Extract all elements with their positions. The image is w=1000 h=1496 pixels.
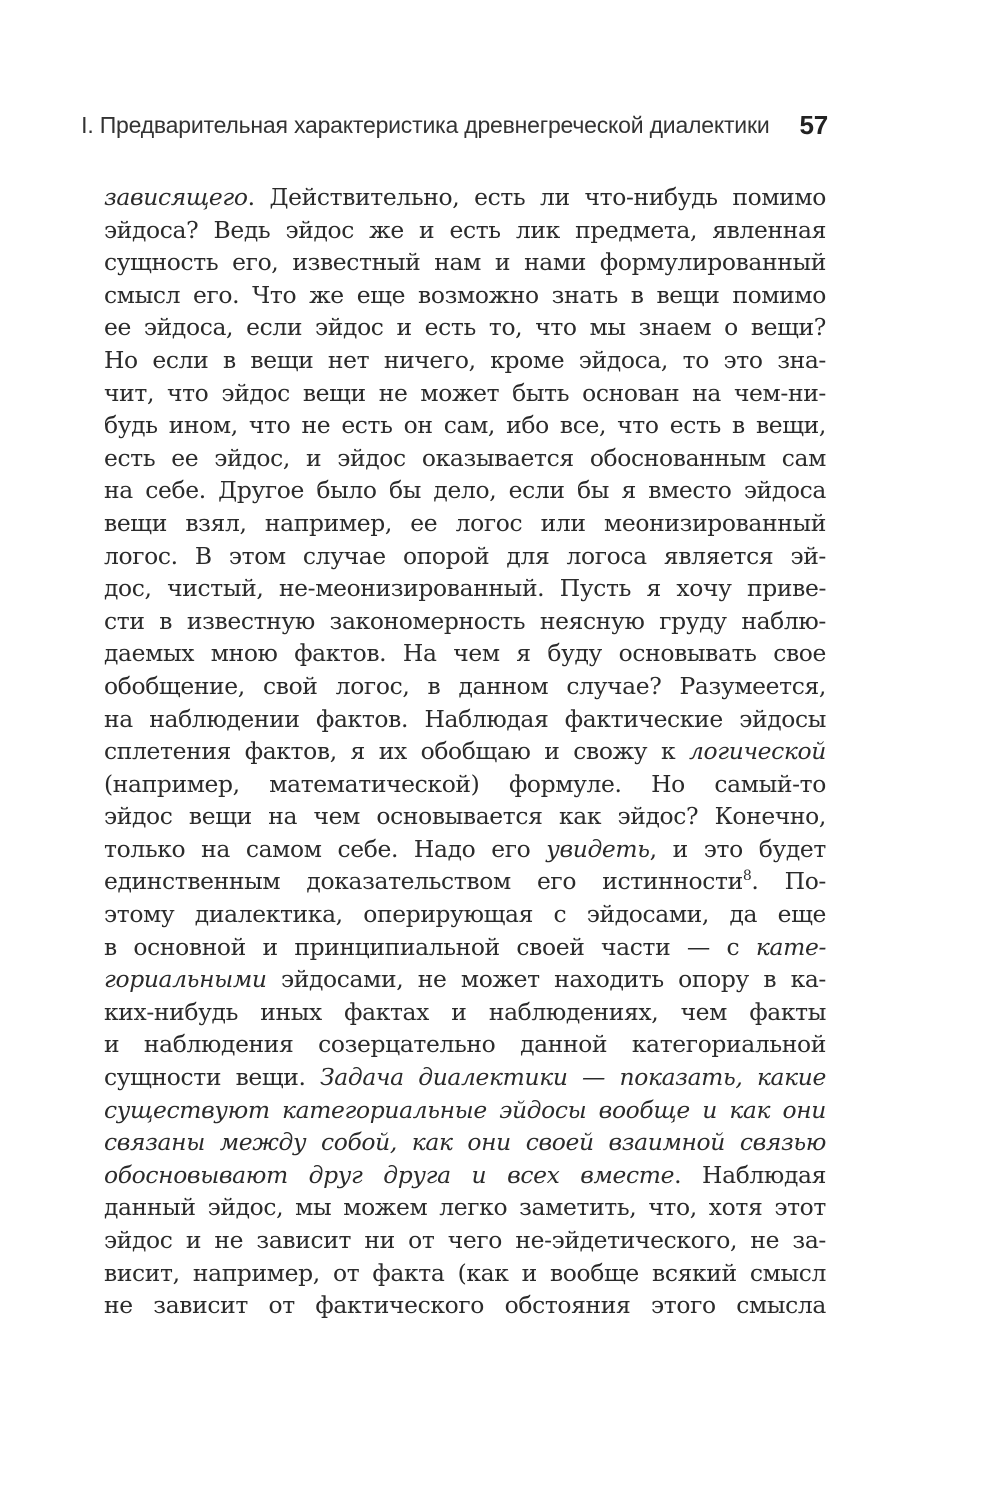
text-line [104,703,826,736]
text-line [104,1289,826,1322]
text-span: и наблюдения созерцательно данной категориальной [104,1030,826,1059]
text-line [104,409,826,442]
text-line [104,1224,826,1257]
text-span: данный эйдос, мы можем легко заметить, что, хотя этот [104,1193,826,1222]
text-span: есть ее эйдос, и эйдос оказывается обоснованным сам [104,443,826,472]
text-line [104,442,826,475]
text-span: , и это будет [649,834,826,863]
text-line [104,377,826,410]
italic-span: обосновывают друг друга и всех вместе [104,1160,675,1189]
text-line [104,1094,826,1127]
text-span: . По- [751,867,826,896]
footnote-ref: 8 [742,868,752,885]
text-line [104,768,826,801]
text-line [104,507,826,540]
running-head [81,107,828,143]
text-span: чит, что эйдос вещи не может быть основан на чем-ни- [104,378,826,407]
italic-span: логической [689,737,826,766]
text-span: эйдосами, не может находить опору в ка- [266,965,826,994]
text-span: даемых мною фактов. На чем я буду основывать свое [104,639,826,668]
text-line [104,931,826,964]
text-span: вещи взял, например, ее логос или меонизированный [104,508,826,537]
text-line [104,214,826,247]
text-line [104,735,826,768]
text-span: будь ином, что не есть он сам, ибо все, что есть в вещи, [104,411,826,440]
text-span: этому диалектика, оперирующая с эйдосами, да еще [104,900,826,929]
text-line [104,833,826,866]
text-line [104,1061,826,1094]
text-span: ее эйдоса, если эйдос и есть то, что мы знаем о вещи? [104,313,826,342]
text-line [104,1257,826,1290]
text-span: эйдос и не зависит ни от чего не-эйдетического, не за- [104,1226,826,1254]
text-span: обобщение, свой логос, в данном случае? Разумеется, [104,671,826,700]
text-line [104,1191,826,1224]
page-number: 57 [799,109,828,140]
text-line [104,540,826,573]
text-span: логос. В этом случае опорой для логоса является эй- [104,541,826,570]
body-text [104,181,826,1322]
text-line [104,865,826,898]
text-line [104,800,826,833]
text-line [104,1028,826,1061]
text-span: сти в известную закономерность неясную груду наблю- [104,606,826,635]
text-line [104,1126,826,1159]
text-line [104,637,826,670]
text-span: не зависит от фактического обстояния этого смысла [104,1291,826,1320]
text-span: дос, чистый, не-меонизированный. Пусть я хочу приве- [104,574,826,603]
text-span: эйдоса? Ведь эйдос же и есть лик предмета, явленная [104,215,826,244]
text-line [104,311,826,344]
text-line [104,279,826,312]
text-span: висит, например, от факта (как и вообще всякий смысл [104,1258,826,1287]
text-line [104,344,826,377]
text-line [104,246,826,279]
text-span: эйдос вещи на чем основывается как эйдос? Конечно, [104,802,826,831]
text-span: в основной и принципиальной своей части — с [104,932,756,961]
text-span: на себе. Другое было бы дело, если бы я вместо эйдоса [104,476,826,505]
italic-span: кате- [755,932,826,961]
italic-span: увидеть [546,834,650,863]
italic-span: существуют категориальные эйдосы вообще и как они [104,1095,826,1124]
text-span: ких-нибудь иных фактах и наблюдениях, чем факты [104,997,826,1026]
text-line [104,181,826,214]
text-span: смысл его. Что же еще возможно знать в вещи помимо [104,280,826,309]
italic-span: Задача диалектики — показать, какие [320,1063,826,1092]
running-title: I. Предварительная характеристика древнегреческой диалектики [81,111,770,138]
text-line [104,474,826,507]
text-span: на наблюдении фактов. Наблюдая фактические эйдосы [104,704,826,733]
text-line [104,605,826,638]
text-span: только на самом себе. Надо его [104,834,547,863]
italic-span: связаны между собой, как они своей взаимной связью [104,1128,826,1157]
text-span: (например, математической) формуле. Но самый-то [104,769,826,798]
italic-span: зависящего [104,183,248,211]
text-span: Но если в вещи нет ничего, кроме эйдоса, то это зна- [104,345,826,374]
italic-span: гориальными [104,965,267,994]
text-line [104,572,826,605]
text-span: сущность его, известный нам и нами формулированный [104,248,826,277]
text-line [104,670,826,703]
text-line [104,1159,826,1192]
text-span: единственным доказательством его истинности [104,867,743,896]
text-line [104,963,826,996]
text-span: . Наблюдая [674,1160,827,1189]
text-span: . Действительно, есть ли что-нибудь помимо [247,183,826,211]
text-span: сплетения фактов, я их обобщаю и свожу к [104,737,690,766]
text-line [104,996,826,1029]
text-span: сущности вещи. [104,1063,321,1092]
text-line [104,898,826,931]
